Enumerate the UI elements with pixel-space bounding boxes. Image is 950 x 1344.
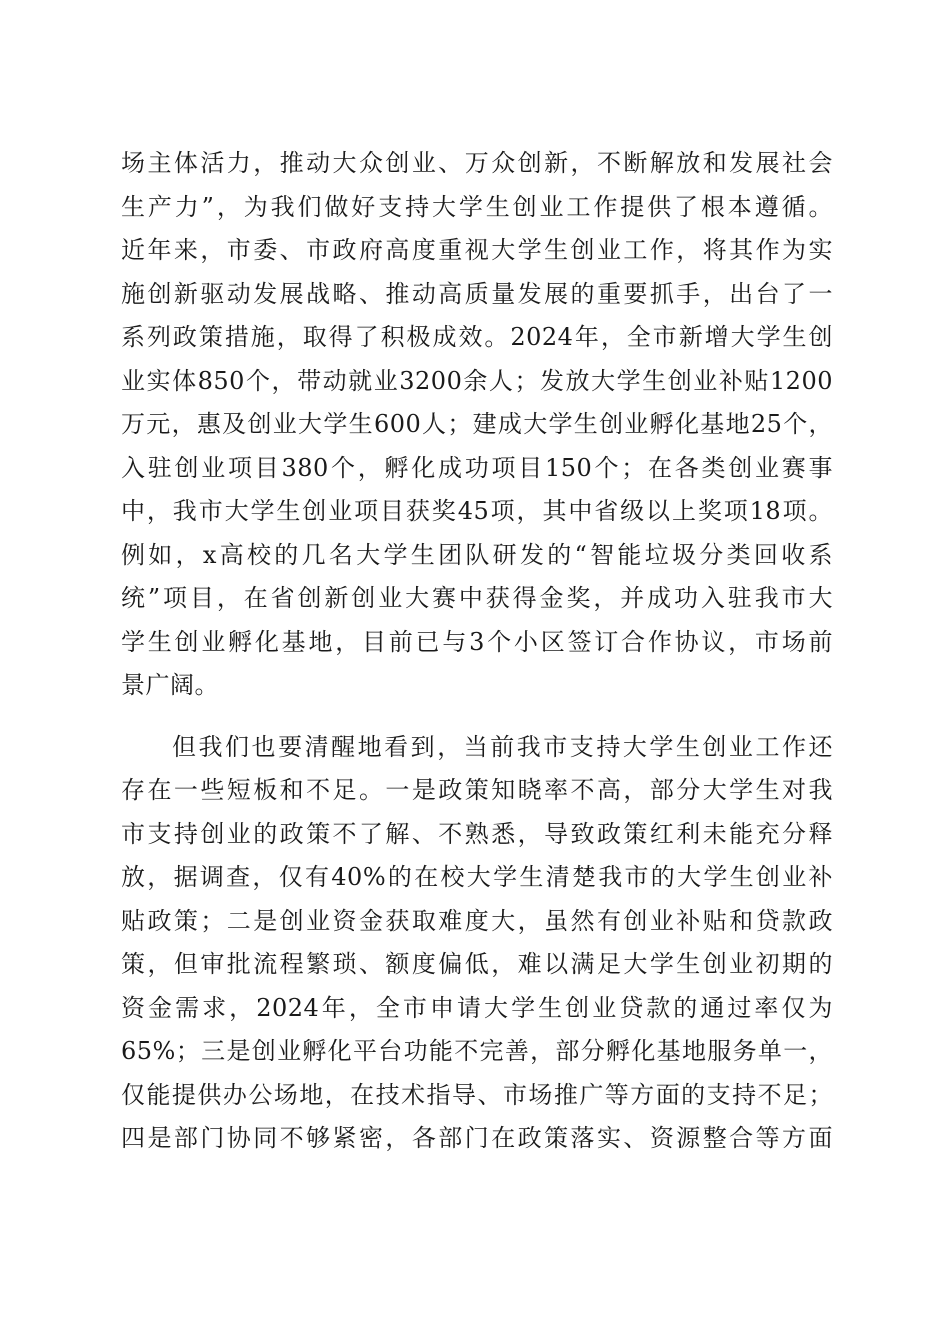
text-line: 万元，惠及创业大学生600人；建成大学生创业孵化基地25个， [121,410,833,438]
text-line: 市支持创业的政策不了解、不熟悉，导致政策红利未能充分释 [121,819,833,848]
text-line: 入驻创业项目380个，孵化成功项目150个；在各类创业赛事 [121,453,833,482]
text-line: 四是部门协同不够紧密，各部门在政策落实、资源整合等方面 [121,1124,833,1152]
text-line: 贴政策；二是创业资金获取难度大，虽然有创业补贴和贷款政 [121,906,833,935]
text-line: 存在一些短板和不足。一是政策知晓率不高，部分大学生对我 [121,776,833,804]
text-line: 施创新驱动发展战略、推动高质量发展的重要抓手，出台了一 [121,279,833,308]
text-line: 65%；三是创业孵化平台功能不完善，部分孵化基地服务单一， [121,1037,833,1065]
body-text [121,142,833,1161]
text-line: 中，我市大学生创业项目获奖45项，其中省级以上奖项18项。 [121,497,833,525]
paragraph-2 [121,726,833,1161]
text-line: 例如，x高校的几名大学生团队研发的“智能垃圾分类回收系 [121,540,833,569]
text-line: 系列政策措施，取得了积极成效。2024年，全市新增大学生创 [121,323,833,351]
text-line: 但我们也要清醒地看到，当前我市支持大学生创业工作还 [172,732,833,761]
text-line: 仅能提供办公场地，在技术指导、市场推广等方面的支持不足； [121,1080,833,1109]
text-line: 业实体850个，带动就业3200余人；发放大学生创业补贴1200 [121,366,833,395]
paragraph-1 [121,142,833,708]
text-line: 策，但审批流程繁琐、额度偏低，难以满足大学生创业初期的 [121,950,833,978]
text-line: 资金需求，2024年，全市申请大学生创业贷款的通过率仅为 [121,993,833,1022]
text-line: 生产力”，为我们做好支持大学生创业工作提供了根本遵循。 [121,192,833,221]
paragraph-gap [121,708,833,726]
text-line: 学生创业孵化基地，目前已与3个小区签订合作协议，市场前 [121,627,833,656]
text-line: 近年来，市委、市政府高度重视大学生创业工作，将其作为实 [121,236,833,264]
text-line: 统”项目，在省创新创业大赛中获得金奖，并成功入驻我市大 [121,584,833,612]
text-line: 放，据调查，仅有40%的在校大学生清楚我市的大学生创业补 [121,863,833,891]
text-line: 场主体活力，推动大众创业、万众创新，不断解放和发展社会 [121,149,833,177]
text-line: 景广阔。 [121,671,219,699]
